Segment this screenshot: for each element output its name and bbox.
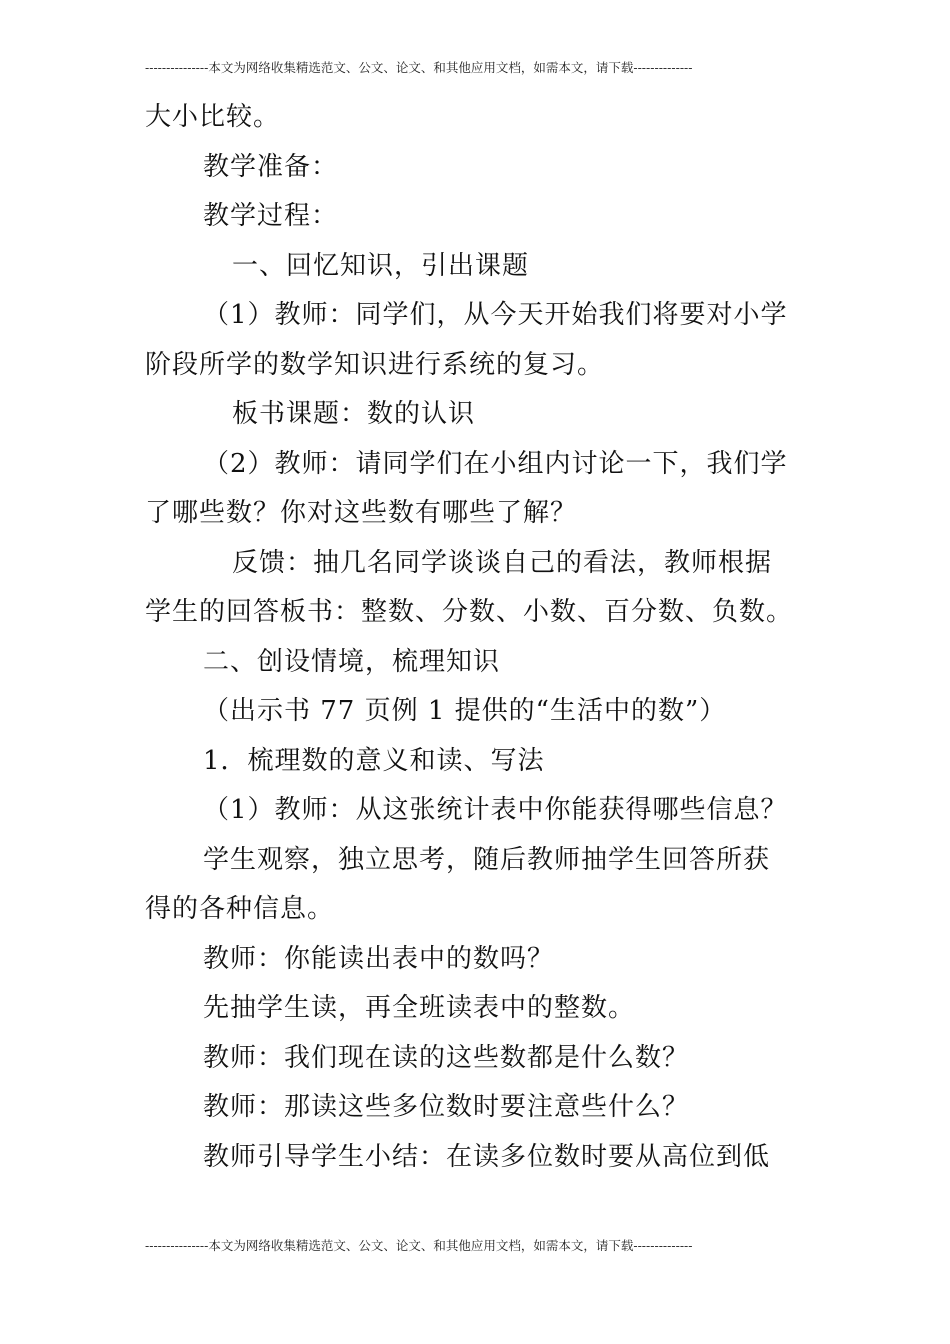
paragraph-line: 先抽学生读，再全班读表中的整数。	[203, 993, 636, 1023]
paragraph-line: （1）教师：从这张统计表中你能获得哪些信息？	[203, 795, 788, 825]
paragraph-line: 教师引导学生小结：在读多位数时要从高位到低	[203, 1142, 771, 1172]
paragraph-line: （1）教师：同学们，从今天开始我们将要对小学	[203, 300, 788, 330]
section-heading: 一、回忆知识，引出课题	[232, 251, 530, 281]
subsection-heading: 1．梳理数的意义和读、写法	[203, 746, 545, 776]
page-header: ---------------本文为网络收集精选范文、公文、论文、和其他应用文档，如需本文，请下载--------------	[145, 60, 693, 75]
section-label: 教学过程：	[203, 201, 339, 231]
paragraph-line: 学生观察，独立思考，随后教师抽学生回答所获	[203, 845, 771, 875]
paragraph-line: 得的各种信息。	[145, 894, 335, 924]
paragraph-line: 学生的回答板书：整数、分数、小数、百分数、负数。	[145, 597, 794, 627]
paragraph-line: 教师：你能读出表中的数吗？	[203, 944, 555, 974]
page-footer: ---------------本文为网络收集精选范文、公文、论文、和其他应用文档，如需本文，请下载--------------	[145, 1238, 693, 1253]
paragraph-line: 板书课题：数的认识	[232, 399, 476, 429]
paragraph-line: 反馈：抽几名同学谈谈自己的看法，教师根据	[232, 548, 773, 578]
paragraph-line: 大小比较。	[145, 102, 281, 132]
paragraph-line: （2）教师：请同学们在小组内讨论一下，我们学	[203, 449, 788, 479]
paragraph-line: 了哪些数？你对这些数有哪些了解？	[145, 498, 578, 528]
section-label: 教学准备：	[203, 152, 339, 182]
paragraph-line: 阶段所学的数学知识进行系统的复习。	[145, 350, 605, 380]
paragraph-line: （出示书 77 页例 1 提供的“生活中的数”）	[203, 696, 727, 726]
paragraph-line: 教师：我们现在读的这些数都是什么数？	[203, 1043, 690, 1073]
section-heading: 二、创设情境，梳理知识	[203, 647, 501, 677]
paragraph-line: 教师：那读这些多位数时要注意些什么？	[203, 1092, 690, 1122]
